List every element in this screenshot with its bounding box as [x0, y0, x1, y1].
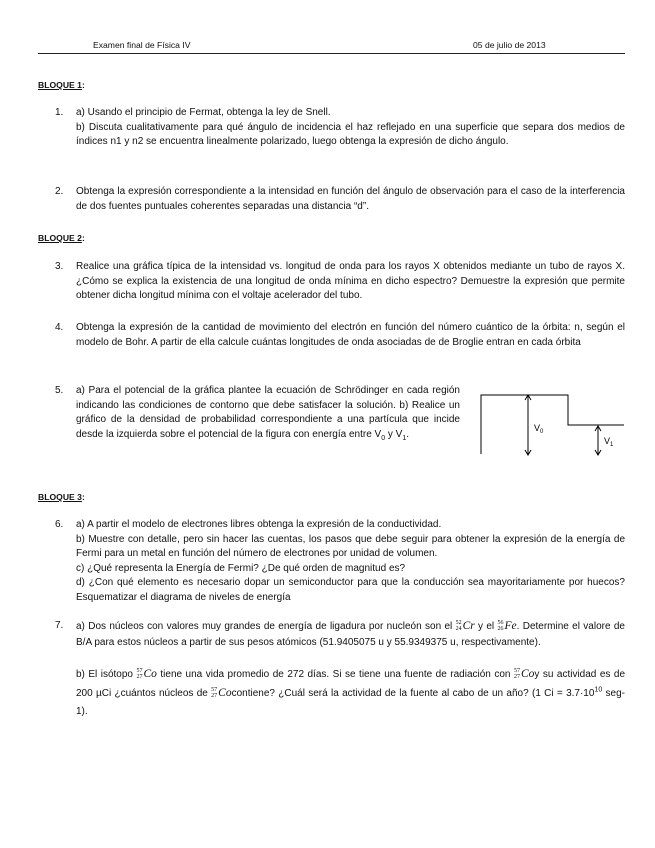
question-text: Obtenga la expresión correspondiente a la intensidad en función del ángulo de observación para el caso de la interferencia de dos fuentes puntuales coherentes separadas una distancia “d”. — [76, 186, 625, 212]
question-number: 1. — [55, 107, 64, 118]
bloque-2-heading: BLOQUE 2: — [38, 233, 85, 243]
v1-label: $V_1$ — [604, 436, 614, 448]
co-isotope: 57 27Co — [136, 667, 157, 681]
question-text: Obtenga la expresión de la cantidad de movimiento del electrón en función del número cuántico de la órbita: n, según el modelo de Bohr. A partir de ella calcule cuántas longitudes de onda asociadas de de Broglie entran en cada órbita — [76, 322, 625, 348]
potential-profile — [481, 395, 624, 454]
fe-isotope: 56 26Fe — [497, 619, 517, 633]
question-text: d) ¿Con qué elemento es necesario dopar un semiconductor para que la conducción sea mayoritariamente por huecos? Esquematizar el diagrama de niveles de energía — [76, 577, 625, 603]
question-number: 2. — [55, 186, 64, 197]
question-text: b) Muestre con detalle, pero sin hacer las cuentas, los pasos que debe seguir para obtener la expresión de la energía de Fermi para un metal en función del número de electrones por unidad de volumen. — [76, 533, 625, 559]
question-text: a) Para el potencial de la gráfica plantee la ecuación de Schrödinger en cada región indicando las condiciones de contorno que debe satisfacer la solución. b) Realice un gráfico de la densidad de probabilidad correspondiente a una partícula que incide desde la izquierda sobre el potencial de la figura con energía entre $V_0$ y $V_1$. — [76, 385, 460, 442]
question-number: 4. — [55, 322, 64, 333]
question-text: Realice una gráfica típica de la intensidad vs. longitud de onda para los rayos X obtenidos mediante un tubo de rayos X. ¿Cómo se explica la existencia de una longitud de onda mínima en dicho espectro? Demuestre la expresión que permite obtener dicha longitud mínima con el voltaje acelerador del tubo. — [76, 261, 625, 301]
question-number: 3. — [55, 261, 64, 272]
question-number: 7. — [55, 620, 64, 631]
question-text: a) Dos núcleos con valores muy grandes de energía de ligadura por nucleón son el 52 24Cr y el 56 26Fe. Determine el valore de B/A para estos núcleos a partir de sus pesos atómicos (51.9405075 u y 55.9349375 u, respectivamente). — [76, 619, 625, 648]
bloque-1-heading: BLOQUE 1: — [38, 80, 85, 90]
co-isotope: 57 27Co — [211, 686, 232, 700]
question-text: a) A partir el modelo de electrones libres obtenga la expresión de la conductividad. — [76, 519, 442, 530]
v0-label: $V_0$ — [534, 423, 544, 435]
bloque-3-heading: BLOQUE 3: — [38, 492, 85, 502]
question-number: 6. — [55, 519, 64, 530]
header-date: 05 de julio de 2013 — [473, 40, 546, 50]
question-text: b) El isótopo 57 27Co tiene una vida promedio de 272 días. Si se tiene una fuente de radiación con 57 27Coy su actividad es de 200 µCi ¿cuántos núcleos de 57 27Cocontiene? ¿Cuál será la actividad de la fuente al cabo de un año? (1 $Ci = 3.7\cdot 10^{10}$ seg-1). — [76, 667, 626, 717]
co-isotope: 57 27Co — [513, 667, 535, 681]
potential-step-diagram — [474, 390, 629, 462]
header-title: Examen final de Física IV — [93, 40, 191, 50]
question-number: 5. — [55, 385, 64, 396]
header-rule — [38, 53, 625, 54]
question-text: c) ¿Qué representa la Energía de Fermi? ¿De qué orden de magnitud es? — [76, 562, 406, 574]
question-text: b) Discuta cualitativamente para qué ángulo de incidencia el haz reflejado en una superficie que separa dos medios de índices n1 y n2 se encuentra linealmente polarizado, luego obtenga la expresión de dicho ángulo. — [76, 121, 625, 147]
question-text: a) Usando el principio de Fermat, obtenga la ley de Snell. — [76, 107, 331, 118]
cr-isotope: 52 24Cr — [455, 619, 475, 633]
